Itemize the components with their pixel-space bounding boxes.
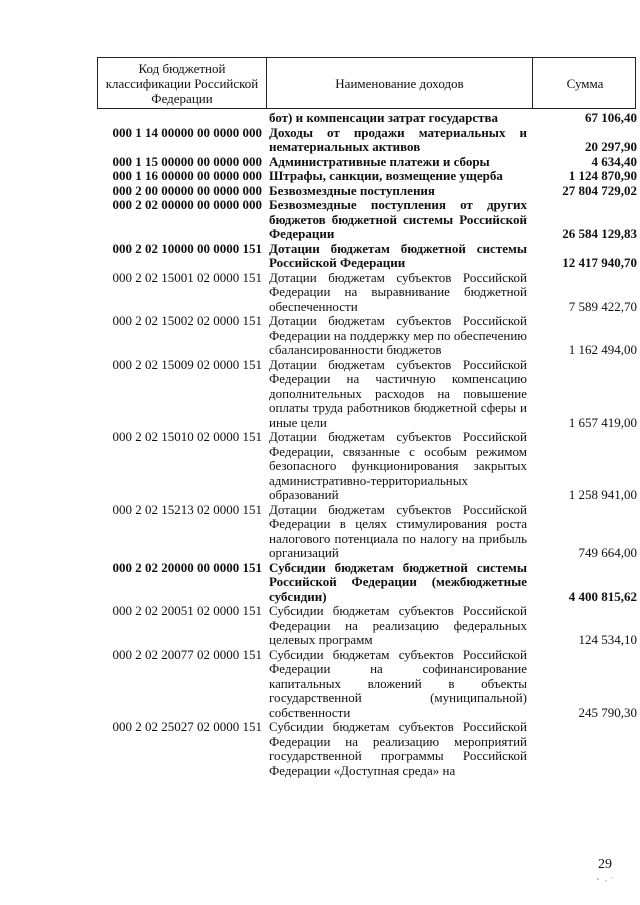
table-row	[97, 604, 637, 648]
table-row	[97, 111, 637, 126]
row-code: 000 2 02 00000 00 0000 000	[112, 197, 262, 212]
row-name: Штрафы, санкции, возмещение ущерба	[269, 168, 503, 183]
row-name: Доходы от продажи материальных и нематериальных активов	[269, 124, 527, 154]
row-code: 000 1 16 00000 00 0000 000	[112, 168, 262, 183]
row-sum: 20 297,90	[585, 139, 637, 154]
row-name: Субсидии бюджетам субъектов Российской Федерации на софинансирование капитальных вложений в объекты государственной (муниципальной) собственности	[269, 646, 527, 720]
row-code: 000 2 00 00000 00 0000 000	[112, 182, 262, 198]
row-name: Субсидии бюджетам субъектов Российской Федерации на реализацию федеральных целевых программ	[269, 603, 527, 647]
row-sum: 245 790,30	[578, 704, 637, 720]
table-body	[97, 111, 637, 778]
table-row	[97, 314, 637, 358]
row-name: Дотации бюджетам субъектов Российской Федерации на частичную компенсацию дополнительных расходов на повышение оплаты труда работников бюджетной сферы и иные цели	[269, 356, 527, 430]
row-sum: 1 124 870,90	[568, 168, 637, 183]
row-code: 000 2 02 10000 00 0000 151	[112, 240, 262, 256]
header-sum: Сумма	[566, 75, 604, 91]
page-number: 29	[598, 857, 612, 872]
table-row	[97, 271, 637, 315]
table-row	[97, 242, 637, 271]
row-name: Дотации бюджетам субъектов Российской Федерации на поддержку мер по обеспечению сбалансированности бюджетов	[269, 313, 527, 357]
header-code: Код бюджетной классификации Российской Федерации	[105, 60, 259, 106]
row-name: Субсидии бюджетам субъектов Российской Федерации на реализацию мероприятий государственной программы Российской Федерации «Доступная среда» на	[269, 719, 527, 778]
row-name: Субсидии бюджетам бюджетной системы Российской Федерации (межбюджетные субсидии)	[269, 559, 527, 604]
row-code: 000 2 02 25027 02 0000 151	[112, 719, 262, 734]
row-code: 000 2 02 15010 02 0000 151	[112, 429, 262, 444]
row-code: 000 2 02 15001 02 0000 151	[112, 269, 262, 285]
table-row	[97, 198, 637, 242]
table-row	[97, 561, 637, 605]
row-sum: 1 258 941,00	[568, 487, 637, 502]
row-sum: 749 664,00	[578, 545, 637, 560]
row-name: Административные платежи и сборы	[269, 153, 490, 169]
table-row	[97, 430, 637, 503]
table-row	[97, 169, 637, 184]
row-code	[97, 111, 265, 126]
row-code: 000 1 14 00000 00 0000 000	[112, 124, 262, 140]
row-code: 000 2 02 20077 02 0000 151	[112, 646, 262, 662]
row-name: Дотации бюджетам бюджетной системы Российской Федерации	[269, 240, 527, 270]
row-name: Дотации бюджетам субъектов Российской Федерации, связанные с особым режимом безопасного функционирования закрытых административно-территориальных образований	[269, 429, 527, 502]
table-row	[97, 358, 637, 431]
row-code: 000 2 02 15009 02 0000 151	[112, 356, 262, 372]
row-sum: 26 584 129,83	[562, 226, 637, 241]
table-row	[97, 503, 637, 561]
row-code: 000 2 02 15213 02 0000 151	[112, 501, 262, 517]
row-sum: 1 162 494,00	[568, 342, 637, 357]
scan-specks	[595, 876, 615, 884]
row-name: Безвозмездные поступления	[269, 182, 435, 198]
table-row	[97, 126, 637, 155]
row-name: бот) и компенсации затрат государства	[269, 110, 498, 125]
row-code: 000 2 02 15002 02 0000 151	[112, 313, 262, 328]
row-sum: 67 106,40	[585, 110, 637, 125]
header-name: Наименование доходов	[335, 75, 464, 91]
row-name: Дотации бюджетам субъектов Российской Федерации на выравнивание бюджетной обеспеченности	[269, 269, 527, 314]
table-header	[97, 57, 636, 109]
row-sum: 12 417 940,70	[562, 255, 637, 270]
table-row	[97, 720, 637, 778]
row-sum: 1 657 419,00	[568, 414, 637, 430]
table-row	[97, 184, 637, 199]
row-name: Дотации бюджетам субъектов Российской Федерации в целях стимулирования роста налогового потенциала по налогу на прибыль организаций	[269, 501, 527, 560]
row-sum: 27 804 729,02	[562, 182, 637, 198]
row-sum: 124 534,10	[578, 632, 637, 647]
row-sum: 4 400 815,62	[568, 588, 637, 604]
row-sum: 4 634,40	[591, 153, 637, 169]
row-code: 000 2 02 20000 00 0000 151	[112, 559, 262, 575]
table-row	[97, 155, 637, 170]
row-code: 000 1 15 00000 00 0000 000	[112, 153, 262, 169]
row-sum: 7 589 422,70	[568, 298, 637, 314]
row-name: Безвозмездные поступления от других бюджетов бюджетной системы Российской Федерации	[269, 197, 527, 241]
row-code: 000 2 02 20051 02 0000 151	[112, 603, 262, 618]
table-row	[97, 648, 637, 721]
